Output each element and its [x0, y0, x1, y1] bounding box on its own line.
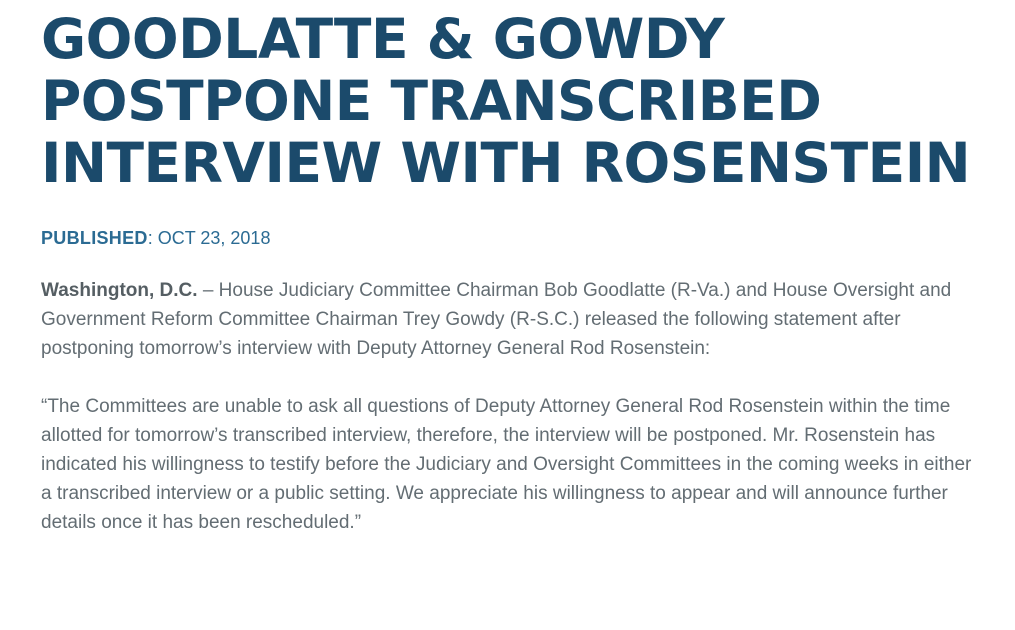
statement-paragraph: “The Committees are unable to ask all questions of Deputy Attorney General Rod Rosenstein within the time allotted for tomorrow’s transcribed interview, therefore, the interview will be postponed. Mr. Rosenstein has indicated his willingness to testify before the Judiciary and Oversight Committees in the coming weeks in either a transcribed interview or a public setting. We appreciate his willingness to appear and will announce further details once it has been rescheduled.” — [41, 396, 972, 533]
published-date-line — [41, 227, 981, 249]
published-date: : OCT 23, 2018 — [147, 228, 271, 248]
published-label: PUBLISHED — [41, 228, 148, 248]
title-line: INTERVIEW WITH ROSENSTEIN — [41, 131, 971, 195]
dateline: Washington, D.C. — [41, 280, 198, 301]
title-line: GOODLATTE & GOWDY — [41, 7, 725, 71]
intro-paragraph — [41, 276, 981, 363]
page-title — [41, 0, 981, 194]
intro-text: – House Judiciary Committee Chairman Bob Goodlatte (R-Va.) and House Oversight and Government Reform Committee Chairman Trey Gowdy (R-S.C.) released the following statement after postponing tomorrow’s interview with Deputy Attorney General Rod Rosenstein: — [41, 280, 952, 359]
press-release — [41, 0, 981, 537]
title-line: POSTPONE TRANSCRIBED — [41, 69, 822, 133]
